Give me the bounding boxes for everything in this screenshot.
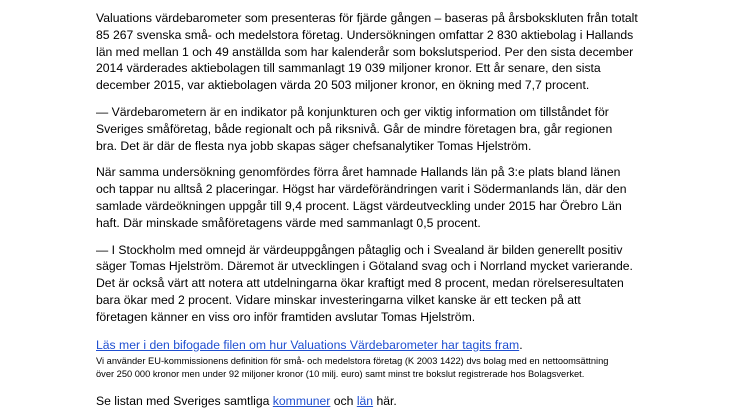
list-line-prefix: Se listan med Sveriges samtliga: [96, 393, 273, 408]
text-line: När samma undersökning genomfördes förra året hamnade Hallands län på 3:e plats bland länen: [96, 165, 621, 180]
lan-link[interactable]: län: [356, 393, 374, 408]
footnote: [96, 355, 656, 380]
paragraph-intro: [96, 10, 656, 94]
valuations-info-link[interactable]: Läs mer i den bifogade filen om hur Valuations Värdebarometer har tagits fram: [96, 337, 520, 352]
paragraph-quote-1: [96, 104, 656, 154]
text-line: — Värdebarometern är en indikator på konjunkturen och ger viktig information om tillståndet för: [96, 104, 609, 119]
list-line-suffix: här.: [373, 393, 397, 408]
footnote-line: Vi använder EU-kommissionens definition för små- och medelstora företag (K 2003 1422) dvs bolag med en nettoomsättning: [96, 356, 609, 367]
text-line: län med mellan 1 och 49 anställda som har kalenderår som bokslutsperiod. Per den sista december: [96, 44, 634, 59]
text-line: 2014 värderades aktiebolagen till sammanlagt 19 039 miljoner kronor. Ett år senare, den sista: [96, 61, 601, 76]
text-line: bara ökar med 2 procent. Vidare minskar investeringarna vilket kanske är ett tecken på att: [96, 292, 581, 307]
text-line: — I Stockholm med omnejd är värdeuppgången påtaglig och i Svealand är bilden generellt positiv: [96, 242, 623, 257]
text-line: säger Tomas Hjelström. Däremot är utvecklingen i Götaland svag och i Norrland mycket varierande.: [96, 259, 633, 274]
info-link-line: [96, 337, 656, 354]
text-line: bra. Det är där de flesta nya jobb skapas säger chefsanalytiker Tomas Hjelström.: [96, 138, 532, 153]
text-line: företagen känner en viss oro inför framtiden avslutar Tomas Hjelström.: [96, 309, 476, 324]
paragraph-ranking: [96, 164, 656, 231]
info-link-suffix: .: [519, 337, 523, 352]
kommuner-link[interactable]: kommuner: [272, 393, 331, 408]
text-line: Valuations värdebarometer som presenteras för fjärde gången – baseras på årsbokskluten från totalt: [96, 11, 638, 25]
text-line: december 2015, var aktiebolagen värda 20 503 miljoner kronor, en ökning med 7,7 procent.: [96, 78, 590, 93]
text-line: 85 267 svenska små- och medelstora företag. Undersökningen omfattar 2 830 aktiebolag i Hallands: [96, 27, 634, 42]
text-line: samlade värdeökningen uppgår till 9,4 procent. Lägst värdeutveckling under 2015 har Örebro Län: [96, 198, 622, 213]
text-line: Det är också värt att notera att utdelningarna ökar kraftigt med 8 procent, medan rörelseresultaten: [96, 276, 624, 291]
list-line-middle: och: [330, 393, 357, 408]
article-body: [96, 10, 656, 409]
paragraph-quote-2: [96, 242, 656, 326]
text-line: och tappar nu alltså 2 placeringar. Högst har värdeförändringen varit i Södermanlands län, där den: [96, 182, 627, 197]
list-line: [96, 393, 656, 410]
text-line: haft. Där minskade småföretagens värde med sammanlagt 0,5 procent.: [96, 215, 481, 230]
text-line: Sveriges småföretag, både regionalt och på riksnivå. Går de mindre företagen bra, går regionen: [96, 121, 613, 136]
footnote-line: över 250 000 kronor men under 92 miljoner kronor (10 milj. euro) samt minst tre bokslut registrerade hos Bolagsverket.: [96, 368, 585, 379]
